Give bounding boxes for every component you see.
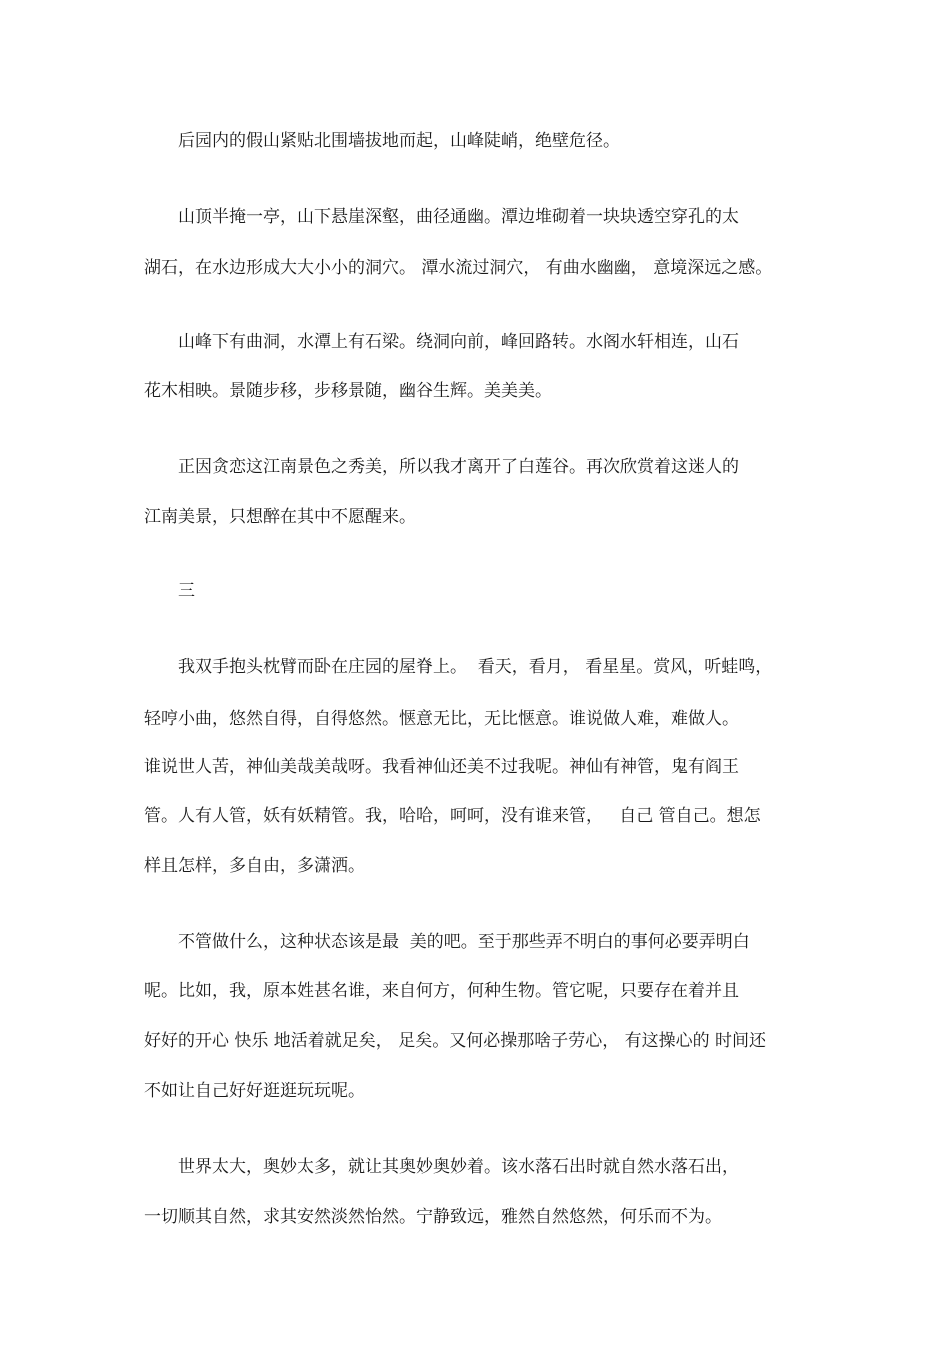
paragraph-6-line-1: 不管做什么，这种状态该是最 美的吧。至于那些弄不明白的事何必要弄明白: [178, 932, 750, 952]
paragraph-1-line-1: 后园内的假山紧贴北围墙拔地而起，山峰陡峭，绝壁危径。: [178, 131, 620, 151]
paragraph-6-line-2: 呢。比如，我，原本姓甚名谁，来自何方，何种生物。管它呢，只要存在着并且: [144, 981, 739, 1001]
paragraph-3-line-1: 山峰下有曲洞，水潭上有石梁。绕洞向前，峰回路转。水阁水轩相连，山石: [178, 332, 739, 352]
paragraph-5-line-5: 样且怎样，多自由，多潇洒。: [144, 856, 365, 876]
paragraph-5-line-3: 谁说世人苦，神仙美哉美哉呀。我看神仙还美不过我呢。神仙有神管，鬼有阎王: [144, 757, 739, 777]
paragraph-2-line-2: 湖石，在水边形成大大小小的洞穴。 潭水流过洞穴， 有曲水幽幽， 意境深远之感。: [144, 258, 773, 278]
paragraph-2-line-1: 山顶半掩一亭，山下悬崖深壑，曲径通幽。潭边堆砌着一块块透空穿孔的太: [178, 207, 739, 227]
section-heading: 三: [178, 581, 195, 601]
paragraph-5-line-4: 管。人有人管，妖有妖精管。我，哈哈，呵呵，没有谁来管， 自己 管自己。想怎: [144, 806, 761, 826]
paragraph-4-line-1: 正因贪恋这江南景色之秀美，所以我才离开了白莲谷。再次欣赏着这迷人的: [178, 457, 739, 477]
paragraph-3-line-2: 花木相映。景随步移，步移景随，幽谷生辉。美美美。: [144, 381, 552, 401]
paragraph-4-line-2: 江南美景，只想醉在其中不愿醒来。: [144, 507, 416, 527]
paragraph-7-line-2: 一切顺其自然，求其安然淡然怡然。宁静致远，雅然自然悠然，何乐而不为。: [144, 1207, 722, 1227]
paragraph-6-line-4: 不如让自己好好逛逛玩玩呢。: [144, 1081, 365, 1101]
paragraph-5-line-2: 轻哼小曲，悠然自得，自得悠然。惬意无比，无比惬意。谁说做人难，难做人。: [144, 709, 739, 729]
paragraph-6-line-3: 好好的开心 快乐 地活着就足矣， 足矣。又何必操那啥子劳心， 有这操心的 时间还: [144, 1031, 767, 1051]
paragraph-5-line-1: 我双手抱头枕臂而卧在庄园的屋脊上。 看天，看月， 看星星。赏风，听蛙鸣，: [178, 657, 773, 677]
paragraph-7-line-1: 世界太大，奥妙太多，就让其奥妙奥妙着。该水落石出时就自然水落石出，: [178, 1157, 739, 1177]
